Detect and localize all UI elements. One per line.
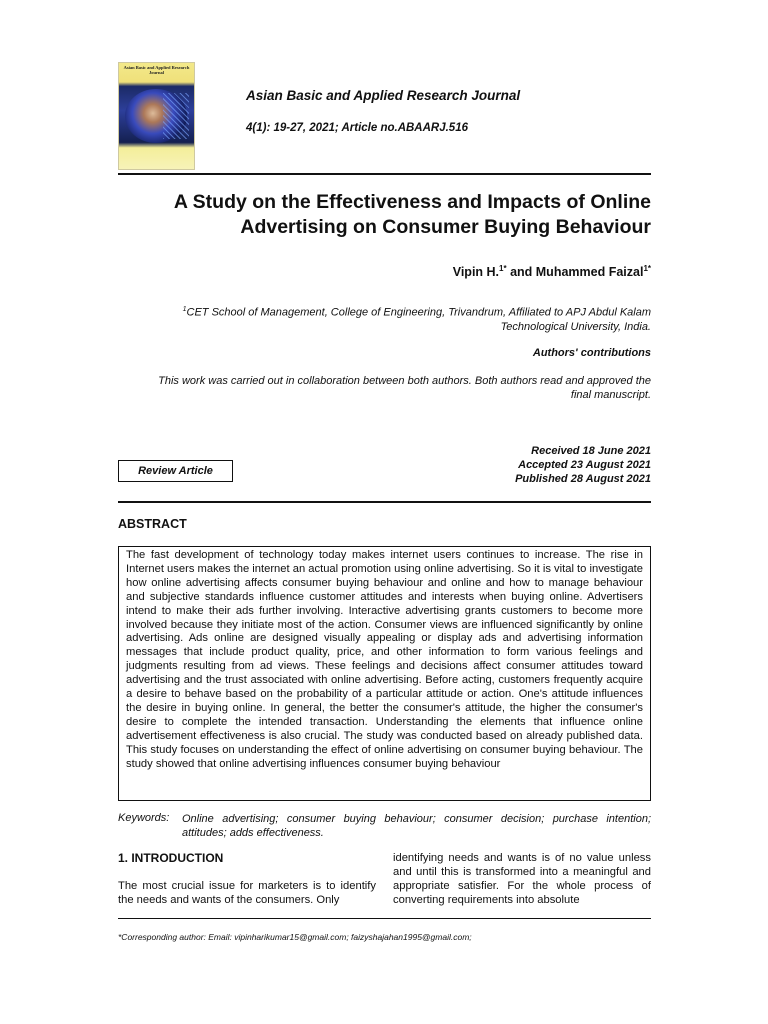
article-type-badge: Review Article	[118, 460, 233, 482]
contributions-statement	[100, 374, 651, 402]
introduction-heading: 1. INTRODUCTION	[118, 851, 224, 865]
header-divider	[118, 173, 651, 175]
affiliation-line2: Technological University, India.	[500, 320, 651, 333]
introduction-column-2: identifying needs and wants is of no value unless and until this is transformed into a meaningful and appropriate satisfier. For the whole process of converting requirements into absolute	[393, 852, 651, 906]
author-1: Vipin H.	[452, 265, 500, 280]
author-list	[100, 264, 651, 279]
contributions-heading: Authors' contributions	[532, 347, 651, 359]
author-2-affil-mark: 1*	[643, 264, 651, 273]
article-title	[100, 190, 651, 240]
received-date: Received 18 June 2021	[531, 445, 651, 457]
corresponding-author-footnote: *Corresponding author: Email: vipinharikumar15@gmail.com; faizyshajahan1995@gmail.com;	[118, 932, 472, 942]
accepted-date: Accepted 23 August 2021	[518, 459, 651, 471]
article-dates	[400, 444, 651, 486]
abstract-text: The fast development of technology today makes internet users continues to increase. The rise in Internet users makes the internet an actual promotion using online advertising. So it is vital to investigate how online advertising affects consumer buying behaviour and online and how to manage behaviour and subjective standards influence customer attitudes and interests when buying online. Advertisers intend to make their ads further involving. Interactive advertising grants customers to become more involved because they initiate most of the action. Consumer views are influenced significantly by online advertising. Ads online are designed visually appealing or display ads and advertising information messages that include product quality, price, and other information to form various feelings and judgments resulting from ad views. These feelings and decisions affect consumer attitudes toward advertising and the trust associated with online advertising. Before acting, customers frequently acquire a desire to behave based on the probability of a particular attitude or action. One's attitude influences the desire in buying online. In general, the better the consumer's attitude, the higher the consumer's desire to complete the intended transaction. Understanding the elements that influence online advertisement effectiveness is also crucial. The study was conducted based on already published data. This study focuses on understanding the effect of online advertising on consumer buying behaviour. The study showed that online advertising influences consumer buying behaviour	[118, 546, 651, 801]
keywords-label: Keywords:	[118, 812, 170, 824]
affiliation	[100, 303, 651, 334]
cover-artwork-overlay	[163, 93, 189, 139]
contributions-line2: final manuscript.	[570, 389, 651, 401]
journal-name: Asian Basic and Applied Research Journal	[246, 88, 521, 103]
introduction-column-1: The most crucial issue for marketers is to identify the needs and wants of the consumers. Only	[118, 880, 376, 906]
affiliation-mark: 1	[182, 306, 187, 313]
journal-issue: 4(1): 19-27, 2021; Article no.ABAARJ.516	[246, 122, 468, 134]
article-title-line2: Advertising on Consumer Buying Behaviour	[240, 216, 651, 238]
footnote-divider	[118, 918, 651, 919]
cover-title: Asian Basic and Applied Research Journal	[123, 65, 190, 75]
author-join: and	[506, 265, 536, 280]
affiliation-line1: CET School of Management, College of Engineering, Trivandrum, Affiliated to APJ Abdul Kalam	[186, 306, 651, 319]
contributions-line1: This work was carried out in collaboration between both authors. Both authors read and approved the	[158, 375, 651, 387]
abstract-heading: ABSTRACT	[118, 517, 187, 531]
keywords-text: Online advertising; consumer buying behaviour; consumer decision; purchase intention; attitudes; adds effectiveness.	[182, 813, 651, 839]
section-divider	[118, 501, 651, 503]
article-title-line1: A Study on the Effectiveness and Impacts of Online	[173, 191, 651, 213]
published-date: Published 28 August 2021	[515, 473, 651, 485]
author-2: Muhammed Faizal	[535, 265, 644, 280]
author-1-affil-mark: 1*	[499, 264, 507, 273]
journal-cover-image	[118, 62, 195, 170]
